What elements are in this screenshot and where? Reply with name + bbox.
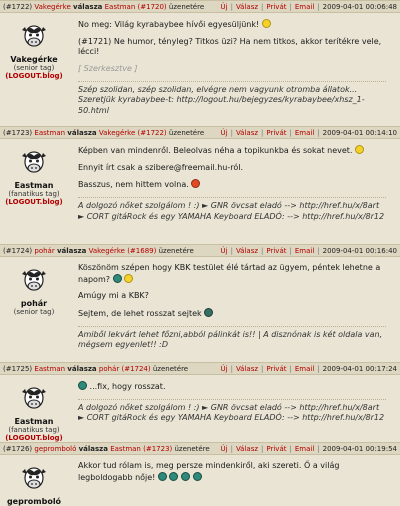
post-date: 2009-04-01 00:19:54: [322, 444, 397, 453]
post-header: (#1723) Eastman válasza Vakegérke (#1722) üzenetére Új | Válasz | Privát | Email | 2009-04-01 00:14:10: [0, 127, 400, 139]
post-header: (#1722) Vakegérke válasza Eastman (#1720) üzenetére Új | Válasz | Privát | Email | 2009-04-01 00:06:48: [0, 1, 400, 13]
post-line: Képben van mindenről. Beleolvas néha a topikunkba és sokat nevet.: [78, 146, 353, 155]
post-content: [68, 375, 400, 442]
smiley-icon: [158, 472, 167, 481]
reply-link[interactable]: Válasz: [235, 2, 259, 11]
post-header: (#1725) Eastman válasza pohár (#1724) üzenetére Új | Válasz | Privát | Email | 2009-04-01 00:17:24: [0, 363, 400, 375]
cow-avatar-icon[interactable]: [18, 383, 50, 415]
post-line: Amúgy mi a KBK?: [78, 291, 149, 301]
replied-post-link[interactable]: (#1723): [143, 444, 173, 453]
email-link[interactable]: Email: [294, 246, 315, 255]
post: [0, 244, 400, 362]
replied-author-link[interactable]: Vakegérke: [88, 246, 125, 255]
author-blog-link[interactable]: (LOGOUT.blog): [5, 72, 63, 80]
post-line: ...fix, hogy rosszat.: [89, 382, 166, 391]
reply-link[interactable]: Válasz: [235, 444, 259, 453]
author-block: [0, 375, 68, 442]
replied-author-link[interactable]: Eastman: [104, 2, 136, 11]
author-rank: (senior tag): [13, 64, 55, 72]
author-name[interactable]: Vakegérke: [10, 55, 58, 64]
post-content: [68, 257, 400, 355]
post-line: Sejtem, de lehet rosszat sejtek: [78, 308, 202, 318]
cow-avatar-icon[interactable]: [18, 265, 50, 297]
reply-link[interactable]: Válasz: [235, 364, 259, 373]
signature: A dolgozó nőket szolgálom ! :) ► GNR övcsat eladó --> http://href.hu/x/8art ► CORT gitáRock és egy YAMAHA Keyboard ELADÓ: --> http://href.hu/x/8r12: [78, 197, 386, 222]
private-link[interactable]: Privát: [266, 364, 287, 373]
post-line: No meg: Világ kyrabaybee hívői egyesüljünk!: [78, 20, 260, 29]
cow-avatar-icon[interactable]: [18, 147, 50, 179]
replied-post-link[interactable]: (#1689): [127, 246, 157, 255]
post-header: (#1724) pohár válasza Vakegérke (#1689) üzenetére Új | Válasz | Privát | Email | 2009-04-01 00:16:40: [0, 245, 400, 257]
email-link[interactable]: Email: [294, 444, 315, 453]
smiley-icon: [204, 308, 213, 317]
post-number: (#1724): [3, 246, 33, 255]
signature: Szép szolidan, szép szolidan, elvégre nem vagyunk otromba állatok... Szeretjük kyrabaybee-t: http://logout.hu/bejegyzes/kyrabaybee/xhsz_1-50.html: [78, 81, 386, 117]
replied-post-link[interactable]: (#1720): [137, 2, 167, 11]
smiley-icon: [169, 472, 178, 481]
post-number: (#1722): [3, 2, 33, 11]
private-link[interactable]: Privát: [266, 2, 287, 11]
replied-author-link[interactable]: pohár: [98, 364, 120, 373]
author-block: [0, 139, 68, 226]
reply-suffix: üzenetére: [168, 128, 205, 137]
private-link[interactable]: Privát: [266, 444, 287, 453]
author-rank: (fanatikus tag): [8, 426, 60, 434]
post-number: (#1723): [3, 128, 33, 137]
author-link[interactable]: Vakegérke: [34, 2, 71, 11]
cow-avatar-icon[interactable]: [18, 463, 50, 495]
post-number: (#1725): [3, 364, 33, 373]
author-name[interactable]: gepromboló: [6, 497, 62, 506]
post-date: 2009-04-01 00:14:10: [322, 128, 397, 137]
author-link[interactable]: Eastman: [34, 364, 66, 373]
author-blog-link[interactable]: (LOGOUT.blog): [5, 434, 63, 442]
replied-author-link[interactable]: Eastman: [110, 444, 141, 453]
post-content: [68, 13, 400, 120]
reply-word: válasza: [78, 444, 108, 453]
author-link[interactable]: pohár: [34, 246, 55, 255]
post-number: (#1726): [3, 444, 33, 453]
author-block: [0, 13, 68, 120]
post-line: Akkor tud rólam is, meg persze mindenkiről, aki szereti. Ő a világ legboldogabb nője!: [78, 461, 340, 482]
smiley-icon: [355, 145, 364, 154]
signature: Amiből lekvárt lehet főzni,abból pálinkát is!! | A disznónak is két oldala van, mégsem egyenlet!! :D: [78, 326, 386, 351]
smiley-icon: [113, 274, 122, 283]
author-block: [0, 455, 68, 506]
private-link[interactable]: Privát: [266, 128, 287, 137]
post: [0, 362, 400, 442]
reply-word: válasza: [67, 128, 97, 137]
post-content: [68, 139, 400, 226]
smiley-icon: [181, 472, 190, 481]
new-link[interactable]: Új: [220, 128, 228, 137]
author-link[interactable]: gepromboló: [34, 444, 77, 453]
post-date: 2009-04-01 00:16:40: [322, 246, 397, 255]
post-header: (#1726) gepromboló válasza Eastman (#1723) üzenetére Új | Válasz | Privát | Email | 2009-04-01 00:19:54: [0, 443, 400, 455]
replied-post-link[interactable]: (#1722): [137, 128, 167, 137]
author-link[interactable]: Eastman: [34, 128, 66, 137]
reply-suffix: üzenetére: [174, 444, 210, 453]
author-blog-link[interactable]: (LOGOUT.blog): [5, 198, 63, 206]
private-link[interactable]: Privát: [266, 246, 287, 255]
reply-suffix: üzenetére: [168, 2, 205, 11]
new-link[interactable]: Új: [220, 2, 228, 11]
smiley-icon: [262, 19, 271, 28]
post-line: Köszönöm szépen hogy KBK testület élé tártad az ügyem, péntek lehetne a napom?: [78, 263, 381, 284]
post: [0, 0, 400, 126]
reply-word: válasza: [73, 2, 103, 11]
reply-word: válasza: [56, 246, 87, 255]
author-name[interactable]: Eastman: [14, 181, 54, 190]
replied-post-link[interactable]: (#1724): [121, 364, 151, 373]
new-link[interactable]: Új: [220, 246, 228, 255]
post-line: (#1721) Ne humor, tényleg? Titkos üzi? Ha nem titkos, akkor terítékre vele, lécci!: [78, 36, 382, 57]
reply-suffix: üzenetére: [158, 246, 194, 255]
author-rank: (fanatikus tag): [8, 190, 60, 198]
author-rank: (senior tag): [13, 308, 55, 316]
signature: A dolgozó nőket szolgálom ! :) ► GNR övcsat eladó --> http://href.hu/x/8art ► CORT gitáRock és egy YAMAHA Keyboard ELADÓ: --> http://href.hu/x/8r12: [78, 399, 386, 424]
author-block: [0, 257, 68, 355]
post-line: Basszus, nem hittem volna.: [78, 180, 189, 190]
author-name[interactable]: pohár: [20, 299, 48, 308]
post-date: 2009-04-01 00:06:48: [322, 2, 397, 11]
new-link[interactable]: Új: [220, 444, 228, 453]
post: [0, 442, 400, 506]
post-line: Ennyit írt csak a szibere@freemail.hu-ról.: [78, 162, 243, 172]
email-link[interactable]: Email: [294, 364, 315, 373]
edited-note: [ Szerkesztve ]: [78, 63, 138, 73]
reply-suffix: üzenetére: [152, 364, 189, 373]
reply-link[interactable]: Válasz: [235, 246, 259, 255]
cow-avatar-icon[interactable]: [18, 21, 50, 53]
smiley-icon: [124, 274, 133, 283]
new-link[interactable]: Új: [220, 364, 228, 373]
email-link[interactable]: Email: [294, 128, 315, 137]
post-date: 2009-04-01 00:17:24: [322, 364, 397, 373]
post: [0, 126, 400, 244]
smiley-icon: [193, 472, 202, 481]
email-link[interactable]: Email: [294, 2, 315, 11]
reply-link[interactable]: Válasz: [235, 128, 259, 137]
smiley-icon: [78, 381, 87, 390]
reply-word: válasza: [67, 364, 97, 373]
replied-author-link[interactable]: Vakegérke: [98, 128, 136, 137]
sad-smiley-icon: [191, 179, 200, 188]
post-content: [68, 455, 400, 506]
author-name[interactable]: Eastman: [14, 417, 54, 426]
